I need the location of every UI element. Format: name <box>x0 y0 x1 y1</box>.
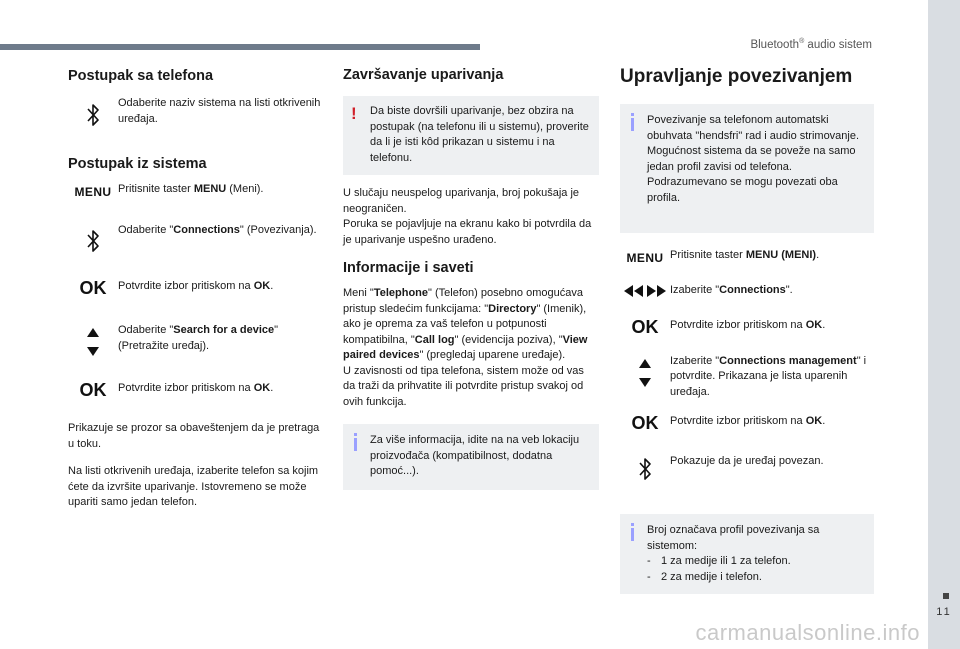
heading-finish-pairing: Završavanje uparivanja <box>343 67 504 83</box>
ok-button-icon: OK <box>631 316 659 337</box>
step-search-device: Odaberite "Search for a device" (Pretražite uređaj). <box>68 323 326 357</box>
column-phone-procedure <box>68 62 326 511</box>
ok-button-icon: OK <box>631 413 659 433</box>
bluetooth-icon <box>68 223 118 253</box>
warning-box: ! Da biste dovršili uparivanje, bez obzira na postupak (na telefonu ili u sistemu), proverite da li je isti kôd prikazan u sistemu i na telefonu. <box>343 96 599 175</box>
left-right-arrows-icon <box>620 283 670 298</box>
info-box-connection: Povezivanje sa telefonom automatski obuhvata "hendsfri" rad i audio strimovanje. Mogućnost sistema da se poveže na samo jedan profil zavisi od telefona. Podrazumevano se mogu povezati oba profila. <box>620 104 874 233</box>
column-finish-pairing <box>343 62 599 490</box>
paragraph-phone-type: U zavisnosti od tipa telefona, sistem može od vas da traži da prihvatite ili potvrdite pristup svakoj od ovih funkcija. <box>343 364 584 408</box>
heading-phone-procedure: Postupak sa telefona <box>68 68 214 84</box>
profile-list <box>647 554 864 585</box>
heading-system-procedure: Postupak iz sistema <box>68 156 207 172</box>
heading-info-tips: Informacije i saveti <box>343 260 474 276</box>
menu-button-icon: MENU <box>626 251 664 265</box>
info-icon <box>628 523 637 547</box>
step-press-menu: MENU Pritisnite taster MENU (Meni). <box>74 183 264 199</box>
page-header-title: Bluetooth® audio sistem <box>750 38 872 51</box>
step-select-connections: Odaberite "Connections" (Povezivanja). <box>68 223 326 253</box>
step-confirm-ok-2: OK Potvrdite izbor pritiskom na OK. <box>631 413 826 433</box>
paragraph-select-phone: Na listi otkrivenih uređaja, izaberite telefon sa kojim ćete da izvršite uparivanje. Istovremeno se može upariti samo jedan telefon. <box>68 465 319 508</box>
info-icon <box>351 433 360 457</box>
step-confirm-ok: OK Potvrdite izbor pritiskom na OK. <box>631 316 826 337</box>
step-device-connected: Pokazuje da je uređaj povezan. <box>620 454 874 481</box>
bluetooth-icon <box>68 96 118 127</box>
menu-button-icon: MENU <box>74 185 112 199</box>
column-connection-management <box>620 62 874 594</box>
step-select-system-name: Odaberite naziv sistema na listi otkrivenih uređaja. <box>68 96 326 127</box>
up-down-arrows-icon <box>620 354 670 388</box>
step-press-menu-meni: MENU Pritisnite taster MENU (MENI). <box>626 249 820 265</box>
paragraph-success-message: Poruka se pojavljuje na ekranu kako bi potvrdila da je uparivanje uspešno urađeno. <box>343 218 592 246</box>
info-box: Za više informacija, idite na na veb lokaciju proizvođača (kompatibilnost, dodatna pomoć...). <box>343 424 599 490</box>
paragraph-search-in-progress: Prikazuje se prozor sa obaveštenjem da je pretraga u toku. <box>68 422 320 450</box>
paragraph-unlimited-attempts: U slučaju neuspelog uparivanja, broj pokušaja je neograničen. <box>343 187 580 215</box>
header-bar <box>0 44 480 50</box>
info-icon <box>628 113 637 137</box>
step-connections-management: Izaberite "Connections management" i potvrdite. Prikazana je lista uparenih uređaja. <box>620 354 874 401</box>
ok-button-icon: OK <box>79 278 107 298</box>
sidebar-marker <box>943 593 949 599</box>
watermark: carmanualsonline.info <box>695 620 920 645</box>
paragraph-telephone-menu: Meni "Telephone" (Telefon) posebno omogućava pristup sledećim funkcijama: "Directory" (Imenik), ako je oprema za vaš telefon u potpunosti kompatibilna, "Call log" (evidencija poziva), "View paired devices" (pregledaj uparene uređaje). <box>343 287 588 361</box>
step-select-connections: Izaberite "Connections". <box>620 283 874 299</box>
ok-button-icon: OK <box>79 380 107 400</box>
list-item: - 2 za medije i telefon. <box>647 570 762 583</box>
info-box-profile: Broj označava profil povezivanja sa sistemom: - 1 za medije ili 1 za telefon. - 2 za medije i telefon. <box>620 514 874 594</box>
bluetooth-icon <box>620 454 670 481</box>
warning-icon: ! <box>351 104 357 123</box>
step-confirm-ok: OK Potvrdite izbor pritiskom na OK. <box>79 278 274 298</box>
page-sidebar <box>928 0 960 649</box>
heading-connection-management: Upravljanje povezivanjem <box>620 66 853 87</box>
up-down-arrows-icon <box>68 323 118 357</box>
list-item: - 1 za medije ili 1 za telefon. <box>647 555 791 567</box>
step-confirm-ok-2: OK Potvrdite izbor pritiskom na OK. <box>79 380 274 400</box>
page-number: 11 <box>936 606 952 618</box>
